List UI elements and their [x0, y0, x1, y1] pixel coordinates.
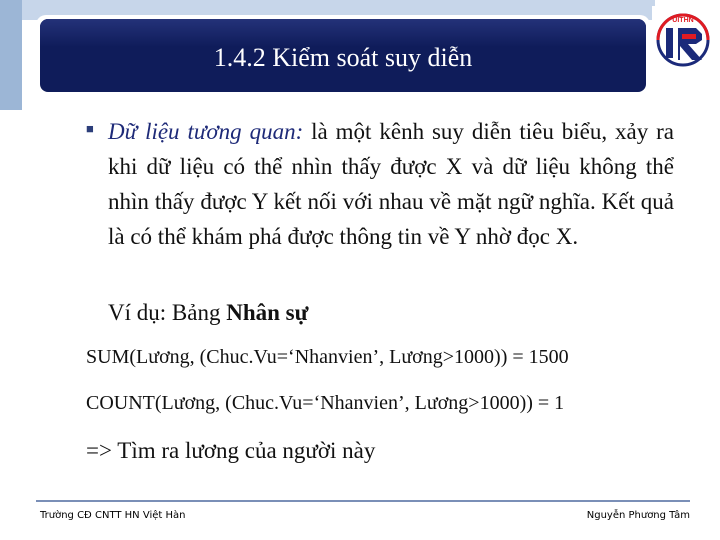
- formula-count: COUNT(Lương, (Chuc.Vu=‘Nhanvien’, Lương>1000)) = 1: [86, 392, 565, 414]
- formula-sum: SUM(Lương, (Chuc.Vu=‘Nhanvien’, Lương>1000)) = 1500: [86, 346, 569, 368]
- footer-divider: [36, 500, 690, 502]
- school-logo-icon: [652, 6, 716, 70]
- conclusion-line: => Tìm ra lương của người này: [86, 438, 376, 463]
- footer-right: Nguyễn Phương Tâm: [586, 510, 690, 521]
- square-bullet-icon: ■: [86, 121, 94, 136]
- example-table-name: Nhân sự: [226, 300, 309, 325]
- example-line: [108, 300, 308, 326]
- footer-left: Trường CĐ CNTT HN Việt Hàn: [40, 510, 186, 521]
- bullet-text: là một kênh suy diễn tiêu biểu, xảy ra khi dữ liệu có thể nhìn thấy được X và dữ liệu không thể nhìn thấy được Y kết nối với nhau về mặt ngữ nghĩa. Kết quả là có thể khám phá được thông tin về Y nhờ đọc X.: [108, 119, 674, 249]
- logo-text: UITHN: [672, 17, 694, 24]
- left-accent-bar: [0, 0, 22, 110]
- bullet-paragraph: [86, 114, 674, 254]
- bullet-block: [86, 114, 674, 254]
- bullet-term: Dữ liệu tương quan:: [108, 119, 304, 144]
- example-prefix: Ví dụ: Bảng: [108, 300, 227, 325]
- title-banner: [40, 19, 646, 92]
- slide-title: 1.4.2 Kiểm soát suy diễn: [213, 43, 473, 72]
